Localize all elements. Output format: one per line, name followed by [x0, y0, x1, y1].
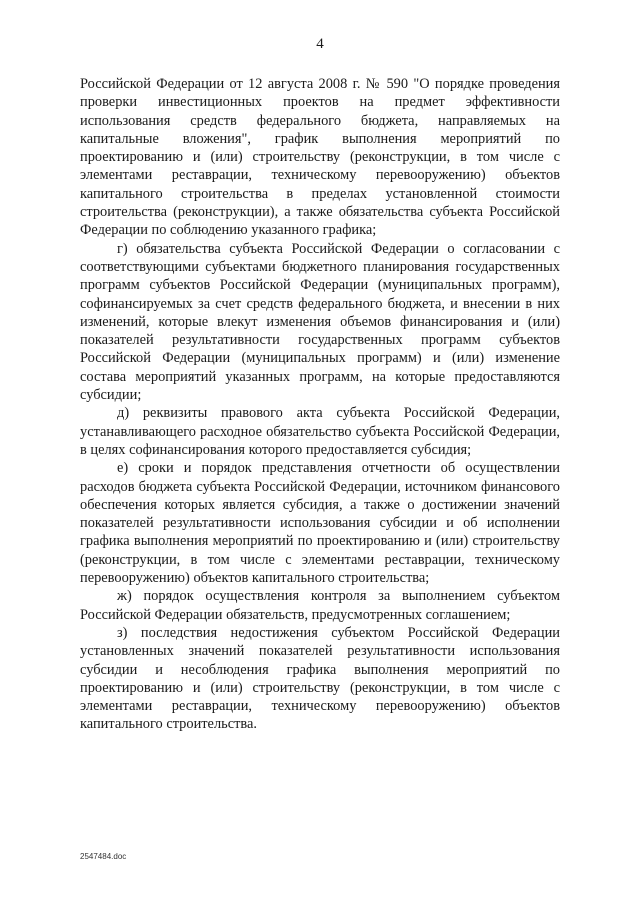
- paragraph-continuation: Российской Федерации от 12 августа 2008 г. № 590 "О порядке проведения проверки инвестиционных проектов на предмет эффективности использования средств федерального бюджета, направляемых на капитальные вложения", график выполнения мероприятий по проектированию и (или) строительству (реконструкции, в том числе с элементами реставрации, техническому перевооружению) объектов капитального строительства в пределах установленной стоимости строительства (реконструкции), а также обязательства субъекта Российской Федерации по соблюдению указанного графика;: [80, 76, 560, 239]
- document-body: [80, 75, 560, 734]
- paragraph-item-z: з) последствия недостижения субъектом Российской Федерации установленных значений показателей результативности использования субсидии и несоблюдения графика выполнения мероприятий по проектированию и (или) строительству (реконструкции, в том числе с элементами реставрации, техническому перевооружению) объектов капитального строительства.: [80, 624, 560, 733]
- page-number: 4: [316, 36, 324, 52]
- paragraph-item-g: г) обязательства субъекта Российской Федерации о согласовании с соответствующими субъектами бюджетного планирования государственных программ субъектов Российской Федерации (муниципальных программ), софинансируемых за счет средств федерального бюджета, и внесении в них изменений, которые влекут изменения объемов финансирования и (или) показателей результативности государственных программ субъектов Российской Федерации (муниципальных программ) и (или) изменение состава мероприятий указанных программ, на которые предоставляются субсидии;: [80, 240, 560, 404]
- paragraph-item-zh: ж) порядок осуществления контроля за выполнением субъектом Российской Федерации обязательств, предусмотренных соглашением;: [80, 588, 560, 623]
- paragraph-item-e: е) сроки и порядок представления отчетности об осуществлении расходов бюджета субъекта Российской Федерации, источником финансового обеспечения которых является субсидия, а также о достижении значений показателей результативности использования субсидии и об исполнении графика выполнения мероприятий по проектированию и (или) строительству (реконструкции, в том числе с элементами реставрации, техническому перевооружению) объектов капитального строительства;: [80, 460, 560, 587]
- paragraph-item-d: д) реквизиты правового акта субъекта Российской Федерации, устанавливающего расходное обязательство субъекта Российской Федерации, в целях софинансирования которого предоставляется субсидия;: [80, 405, 560, 458]
- footer-document-code: 2547484.doc: [80, 852, 127, 861]
